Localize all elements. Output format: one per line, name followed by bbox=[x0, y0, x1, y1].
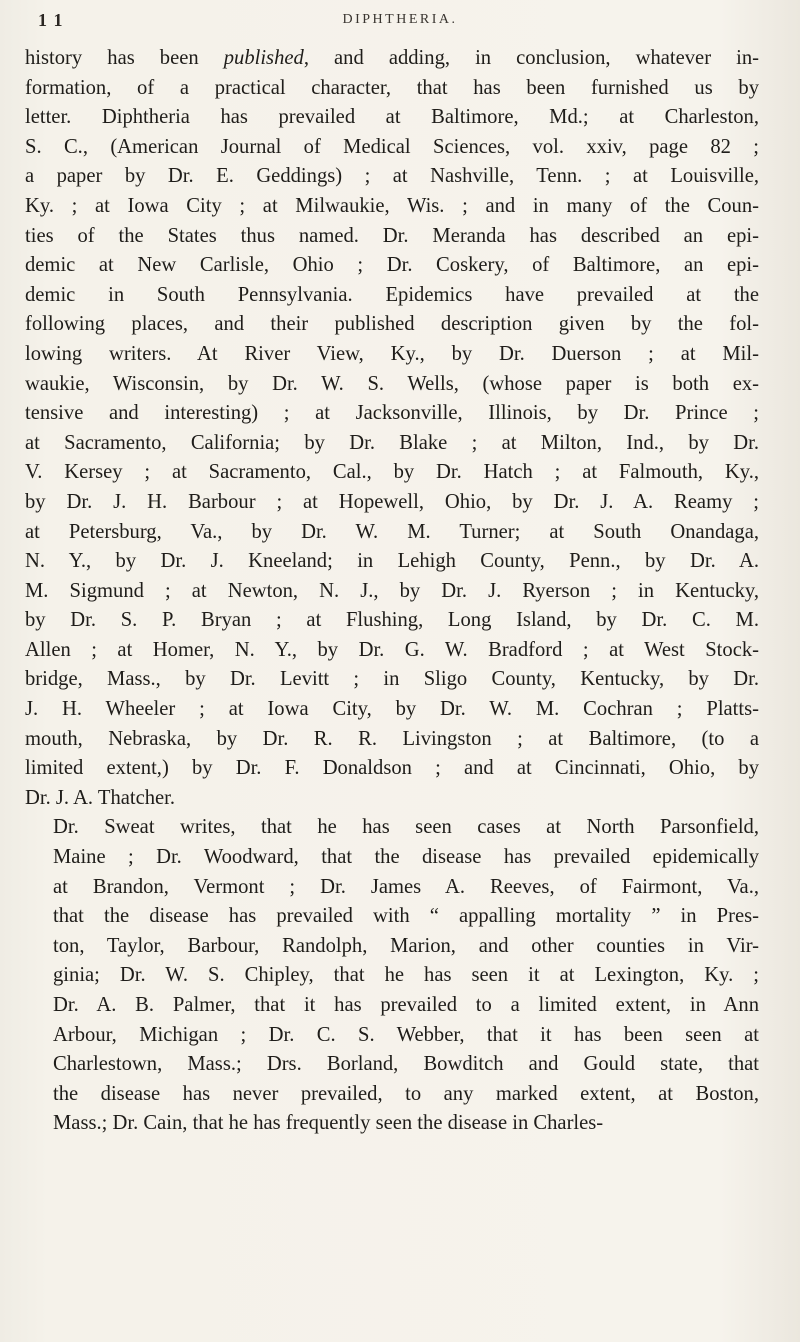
text-line bbox=[25, 399, 759, 429]
text-segment: Mass.; Dr. Cain, that he has frequently seen the disease in Charles- bbox=[53, 1112, 604, 1135]
text-line bbox=[25, 843, 759, 873]
text-segment: Maine ; Dr. Woodward, that the disease has prevailed epidemically bbox=[53, 846, 759, 869]
paragraph bbox=[25, 44, 759, 813]
text-segment: V. Kersey ; at Sacramento, Cal., by Dr. Hatch ; at Falmouth, Ky., bbox=[25, 461, 759, 484]
text-segment: Allen ; at Homer, N. Y., by Dr. G. W. Bradford ; at West Stock- bbox=[25, 638, 759, 661]
text-segment: by Dr. J. H. Barbour ; at Hopewell, Ohio, by Dr. J. A. Reamy ; bbox=[25, 490, 759, 513]
text-segment: at Brandon, Vermont ; Dr. James A. Reeves, of Fairmont, Va., bbox=[53, 875, 759, 898]
text-segment: Dr. J. A. Thatcher. bbox=[25, 786, 176, 809]
text-segment: S. C., (American Journal of Medical Sciences, vol. xxiv, page 82 ; bbox=[25, 135, 759, 158]
text-line bbox=[25, 902, 759, 932]
text-line bbox=[25, 695, 759, 725]
text-segment: that the disease has prevailed with “ appalling mortality ” in Pres- bbox=[53, 905, 759, 928]
text-segment: Dr. A. B. Palmer, that it has prevailed to a limited extent, in Ann bbox=[53, 994, 759, 1016]
text-line bbox=[25, 44, 759, 74]
text-segment: demic at New Carlisle, Ohio ; Dr. Coskery, of Baltimore, an epi- bbox=[25, 254, 759, 277]
body-text bbox=[25, 44, 759, 1139]
text-segment: Dr. Sweat writes, that he has seen cases at North Parsonfield, bbox=[53, 816, 759, 839]
text-line bbox=[25, 577, 759, 607]
text-segment: bridge, Mass., by Dr. Levitt ; in Sligo County, Kentucky, by Dr. bbox=[25, 668, 759, 691]
text-segment: N. Y., by Dr. J. Kneeland; in Lehigh County, Penn., by Dr. A. bbox=[25, 550, 759, 573]
text-line bbox=[25, 251, 759, 281]
italic-word: published bbox=[223, 47, 304, 69]
paragraph bbox=[25, 813, 759, 1139]
text-segment: formation, of a practical character, that has been furnished us by bbox=[25, 76, 759, 99]
text-segment: limited extent,) by Dr. F. Donaldson ; and at Cincinnati, Ohio, by bbox=[25, 757, 759, 780]
page-number: 1 1 bbox=[38, 10, 64, 30]
text-line bbox=[25, 813, 759, 843]
text-segment: , and adding, in conclusion, whatever in- bbox=[303, 47, 759, 69]
text-line bbox=[25, 665, 759, 695]
text-line bbox=[25, 370, 759, 400]
text-segment: history has been bbox=[25, 47, 224, 69]
text-segment: at Petersburg, Va., by Dr. W. M. Turner; at South Onandaga, bbox=[25, 520, 759, 543]
text-line bbox=[25, 162, 759, 192]
text-line bbox=[25, 784, 759, 814]
text-segment: Arbour, Michigan ; Dr. C. S. Webber, that it has been seen at bbox=[53, 1023, 759, 1046]
text-segment: a paper by Dr. E. Geddings) ; at Nashville, Tenn. ; at Louisville, bbox=[25, 165, 759, 188]
text-line bbox=[25, 488, 759, 518]
text-segment: J. H. Wheeler ; at Iowa City, by Dr. W. M. Cochran ; Platts- bbox=[25, 698, 759, 721]
text-segment: by Dr. S. P. Bryan ; at Flushing, Long Island, by Dr. C. M. bbox=[25, 609, 759, 632]
text-segment: Charlestown, Mass.; Drs. Borland, Bowditch and Gould state, that bbox=[53, 1053, 759, 1076]
text-segment: Ky. ; at Iowa City ; at Milwaukie, Wis. ; and in many of the Coun- bbox=[25, 194, 759, 217]
text-line bbox=[25, 310, 759, 340]
text-segment: the disease has never prevailed, to any marked extent, at Boston, bbox=[53, 1082, 759, 1105]
text-line bbox=[25, 429, 759, 459]
text-line bbox=[25, 725, 759, 755]
text-segment: ties of the States thus named. Dr. Meranda has described an epi- bbox=[25, 224, 759, 247]
text-line bbox=[25, 192, 759, 222]
text-line bbox=[25, 458, 759, 488]
text-line bbox=[25, 991, 759, 1021]
text-segment: ton, Taylor, Barbour, Randolph, Marion, and other counties in Vir- bbox=[53, 934, 759, 957]
text-line bbox=[25, 1080, 759, 1110]
text-line bbox=[25, 636, 759, 666]
text-line bbox=[25, 932, 759, 962]
text-line bbox=[25, 873, 759, 903]
text-segment: tensive and interesting) ; at Jacksonville, Illinois, by Dr. Prince ; bbox=[25, 402, 759, 425]
text-segment: ginia; Dr. W. S. Chipley, that he has seen it at Lexington, Ky. ; bbox=[53, 964, 759, 987]
text-line bbox=[25, 1021, 759, 1051]
text-segment: M. Sigmund ; at Newton, N. J., by Dr. J. Ryerson ; in Kentucky, bbox=[25, 579, 759, 602]
running-title: DIPHTHERIA. bbox=[342, 12, 458, 27]
text-line bbox=[25, 222, 759, 252]
text-segment: following places, and their published description given by the fol- bbox=[25, 313, 759, 336]
text-line bbox=[25, 961, 759, 991]
text-line bbox=[25, 281, 759, 311]
page-header bbox=[36, 10, 764, 36]
text-segment: letter. Diphtheria has prevailed at Baltimore, Md.; at Charleston, bbox=[25, 106, 759, 129]
text-line bbox=[25, 1050, 759, 1080]
text-line bbox=[25, 754, 759, 784]
text-line bbox=[25, 340, 759, 370]
text-segment: at Sacramento, California; by Dr. Blake ; at Milton, Ind., by Dr. bbox=[25, 431, 759, 454]
text-segment: waukie, Wisconsin, by Dr. W. S. Wells, (whose paper is both ex- bbox=[25, 372, 759, 395]
text-line bbox=[25, 606, 759, 636]
text-segment: lowing writers. At River View, Ky., by Dr. Duerson ; at Mil- bbox=[25, 342, 759, 365]
text-line bbox=[25, 1109, 759, 1139]
text-segment: demic in South Pennsylvania. Epidemics have prevailed at the bbox=[25, 283, 759, 306]
text-line bbox=[25, 103, 759, 133]
text-line bbox=[25, 518, 759, 548]
text-segment: mouth, Nebraska, by Dr. R. R. Livingston ; at Baltimore, (to a bbox=[25, 727, 759, 750]
text-line bbox=[25, 547, 759, 577]
text-line bbox=[25, 74, 759, 104]
text-line bbox=[25, 133, 759, 163]
